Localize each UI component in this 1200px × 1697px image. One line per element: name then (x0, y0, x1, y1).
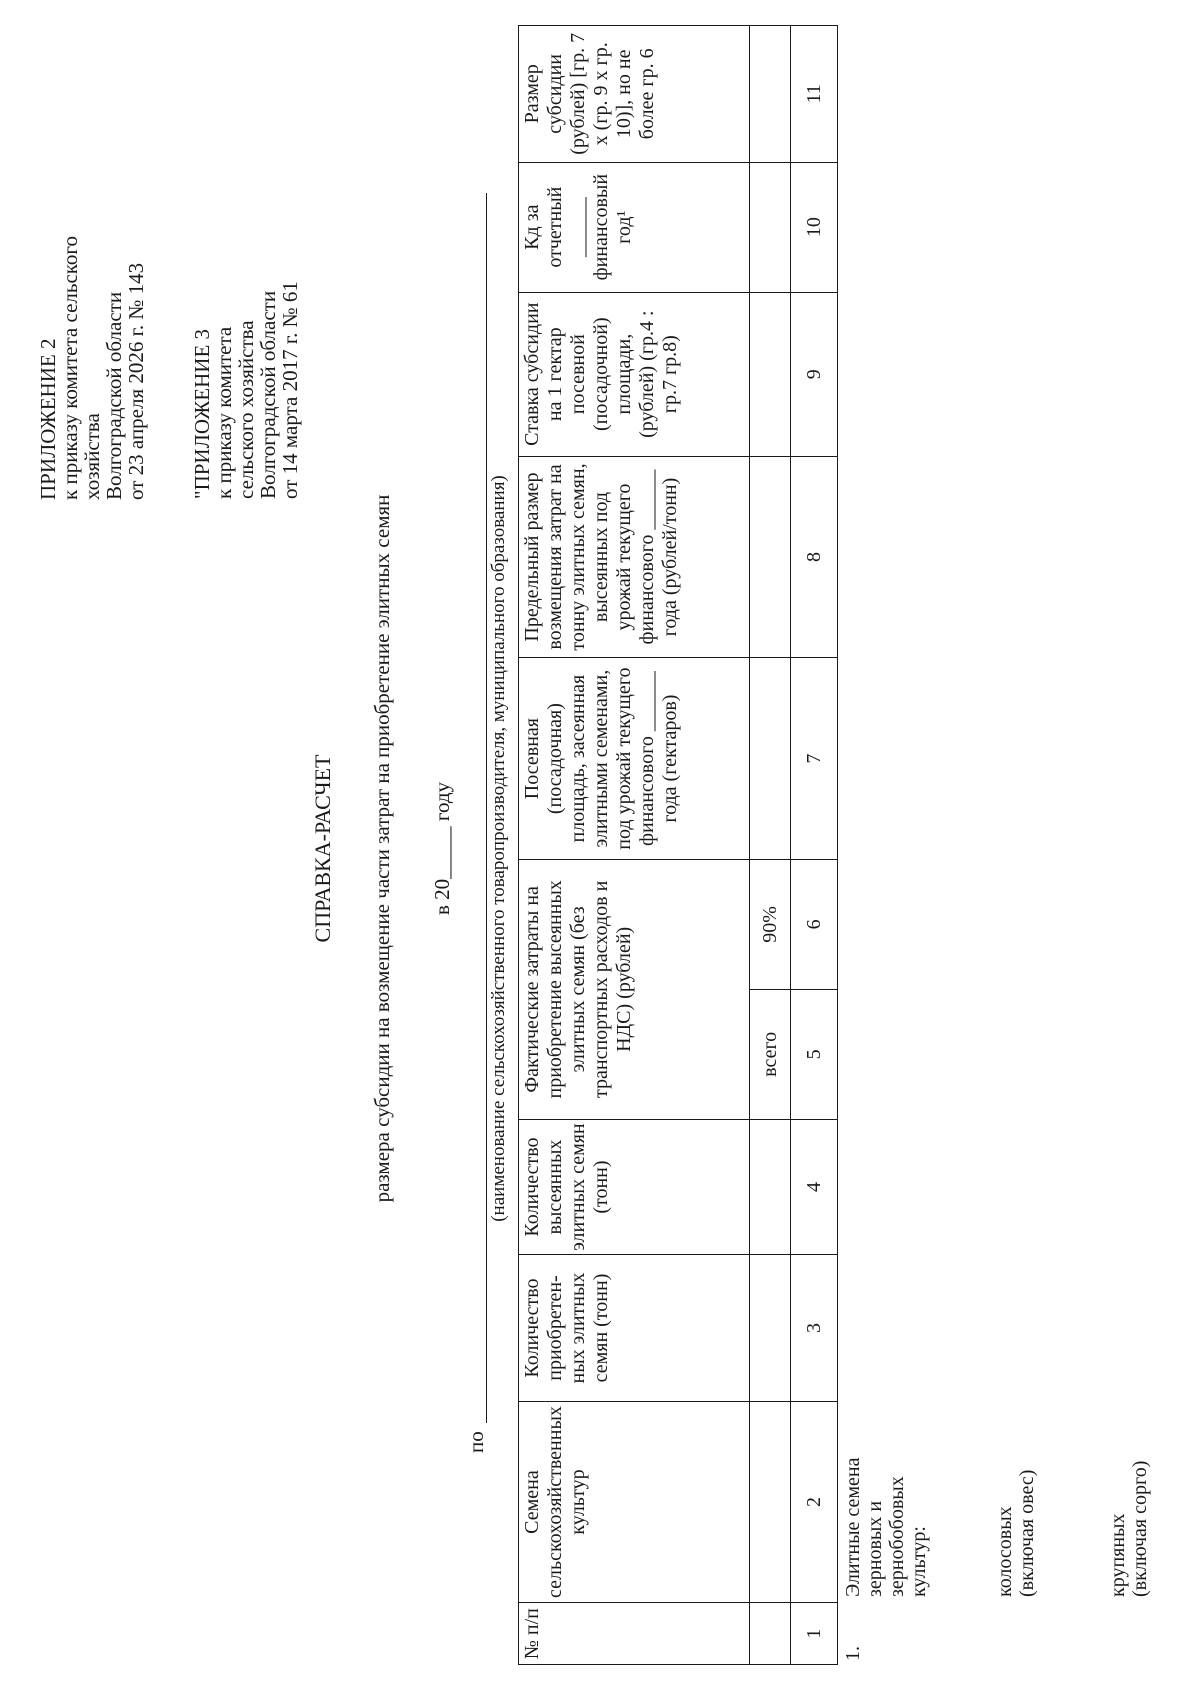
appendix-2-line: ПРИЛОЖЕНИЕ 2 (36, 338, 60, 500)
producer-caption: (наименование сельскохозяйственного товаропроизводителя, муниципального образования) (488, 475, 509, 1222)
row-label-line: (включая сорго) (1129, 1460, 1151, 1597)
appendix-2-line: к приказу комитета сельского (58, 235, 82, 500)
header-row (519, 26, 750, 1665)
column-number: 8 (791, 456, 838, 658)
header-cell: Размер субсидии (рублей) [гр. 7 х (гр. 9 х гр. 10)], но не более гр. 6 (519, 26, 750, 163)
header-cell: Количество приобретен-ных элитных семян (тонн) (519, 1255, 750, 1401)
year-line: в 20_____ году (430, 781, 454, 916)
header-cell: № п/п (519, 1603, 750, 1665)
appendix-2-line: Волгоградской области (102, 291, 126, 500)
column-number: 5 (791, 989, 838, 1119)
column-number: 9 (791, 292, 838, 456)
row-label-line: колосовых (994, 1506, 1016, 1597)
producer-prefix: по (464, 1431, 488, 1453)
subheader-cell: 90% (750, 859, 791, 989)
header-cell: Количество высеянных элитных семян (тонн) (519, 1119, 750, 1254)
header-cell: Семена сельскохозяйственных культур (519, 1401, 750, 1603)
row-label (994, 1470, 1038, 1597)
row-label-line: культур: (908, 1526, 930, 1597)
producer-underline (486, 193, 487, 1423)
column-number: 2 (791, 1401, 838, 1603)
appendix-3-line: "ПРИЛОЖЕНИЕ 3 (190, 328, 214, 499)
column-number: 6 (791, 859, 838, 989)
document-subtitle: размера субсидии на возмещение части затрат на приобретение элитных семян (370, 494, 394, 1203)
appendix-2-line: от 23 апреля 2026 г. № 143 (124, 262, 148, 500)
document-title: СПРАВКА-РАСЧЕТ (310, 754, 335, 943)
column-number: 3 (791, 1255, 838, 1401)
subheader-row (750, 26, 791, 1665)
row-label-line: зерновых и (864, 1500, 886, 1597)
subheader-cell: всего (750, 989, 791, 1119)
column-number-row (791, 26, 838, 1665)
appendix-2-block (37, 236, 147, 500)
column-number: 1 (791, 1603, 838, 1665)
header-cell: Ставка субсидии на 1 гектар посевной (посадочной) площади, (рублей) (гр.4 : гр.7 гр.8) (519, 292, 750, 456)
appendix-3-line: Волгоградской области (256, 290, 280, 499)
appendix-3-block (191, 281, 301, 499)
header-cell: Предельный размер возмещения затрат на тонну элитных семян, высеянных под урожай текущего финансового ______ года (рублей/тонн) (519, 456, 750, 658)
row-number: 1. (842, 1646, 864, 1661)
row-label-line: зернобобовых (886, 1476, 908, 1597)
column-number: 4 (791, 1119, 838, 1254)
header-cell: Фактические затраты на приобретение высеянных элитных семян (без транспортных расходов и НДС) (рублей) (519, 859, 750, 1119)
column-number: 7 (791, 658, 838, 860)
row-label-line: (включая овес) (1016, 1469, 1038, 1597)
producer-line (464, 1431, 489, 1453)
calculation-table (518, 25, 838, 1665)
column-number: 11 (791, 26, 838, 163)
row-label (842, 1458, 930, 1598)
appendix-2-line: хозяйства (80, 413, 104, 500)
row-label-line: Элитные семена (842, 1457, 864, 1597)
row-label-line: крупяных (1107, 1513, 1129, 1597)
appendix-3-line: к приказу комитета (212, 326, 236, 499)
appendix-3-line: от 14 марта 2017 г. № 61 (278, 281, 302, 499)
header-cell: Кд за отчетный ______ финансовый год¹ (519, 162, 750, 292)
appendix-3-line: сельского хозяйства (234, 320, 258, 499)
header-cell: Посевная (посадочная) площадь, засеянная элитными семенами, под урожай текущего финансового ______ года (гектаров) (519, 658, 750, 860)
row-label (1107, 1461, 1151, 1597)
column-number: 10 (791, 162, 838, 292)
